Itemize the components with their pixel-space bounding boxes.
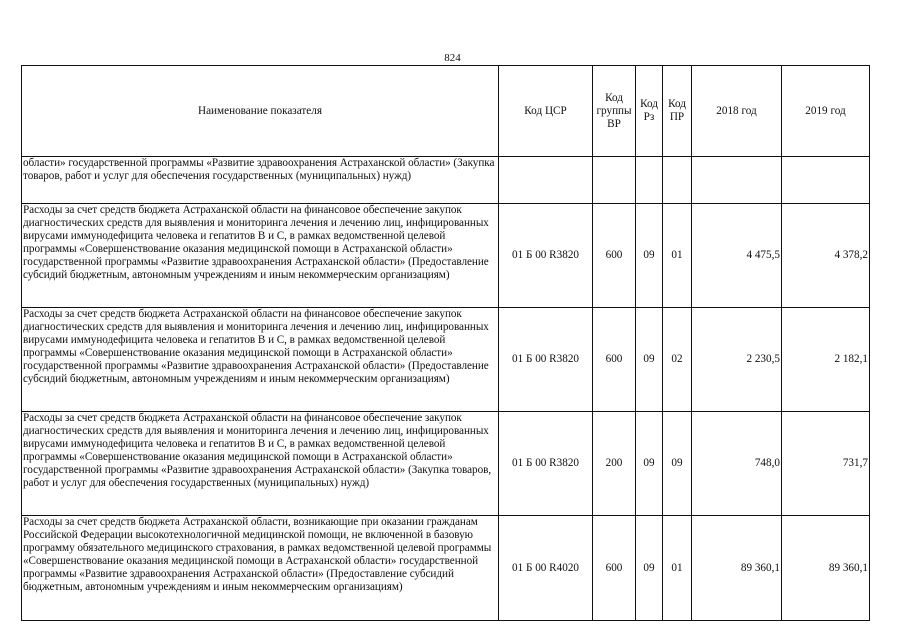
row-2019 [782,157,870,204]
row-rz: 09 [636,516,663,621]
row-name: Расходы за счет средств бюджета Астраханской области на финансовое обеспечение закупок диагностических средств для выявления и мониторинга лечения и лечению лиц, инфицированных вирусами иммунодефицита человека и гепатитов B и C, в рамках ведомственной целевой программы «Совершенствование оказания медицинской помощи в Астраханской области» государственной программы «Развитие здравоохранения Астраханской области» (Предоставление субсидий бюджетным, автономным учреждениям и иным некоммерческим организациям) [22,308,499,412]
header-rz: Код Рз [636,66,663,157]
row-vr: 600 [593,204,636,308]
row-name: области» государственной программы «Развитие здравоохранения Астраханской области» (Закупка товаров, работ и услуг для обеспечения государственных (муниципальных) нужд) [22,157,499,204]
header-name: Наименование показателя [22,66,499,157]
row-pr: 09 [663,412,692,516]
row-name: Расходы за счет средств бюджета Астраханской области, возникающие при оказании гражданам Российской Федерации высокотехнологичной медицинской помощи, не включенной в базовую программу обязательного медицинского страхования, в рамках ведомственной целевой программы «Совершенствование оказания медицинской помощи в Астраханской области» государственной программы «Развитие здравоохранения Астраханской области» (Предоставление субсидий бюджетным, автономным учреждениям и иным некоммерческим организациям) [22,516,499,621]
row-2018: 748,0 [692,412,782,516]
row-vr [593,157,636,204]
header-vr: Код группы ВР [593,66,636,157]
row-2018: 2 230,5 [692,308,782,412]
row-name: Расходы за счет средств бюджета Астраханской области на финансовое обеспечение закупок диагностических средств для выявления и мониторинга лечения и лечению лиц, инфицированных вирусами иммунодефицита человека и гепатитов B и C, в рамках ведомственной целевой программы «Совершенствование оказания медицинской помощи в Астраханской области» государственной программы «Развитие здравоохранения Астраханской области» (Предоставление субсидий бюджетным, автономным учреждениям и иным некоммерческим организациям) [22,204,499,308]
row-vr: 600 [593,516,636,621]
row-2018: 4 475,5 [692,204,782,308]
row-2019: 89 360,1 [782,516,870,621]
table-row [22,412,870,516]
header-pr: Код ПР [663,66,692,157]
table-row [22,157,870,204]
row-csr: 01 Б 00 R3820 [499,204,593,308]
row-vr: 600 [593,308,636,412]
row-csr: 01 Б 00 R4020 [499,516,593,621]
budget-table [21,65,870,621]
row-2019: 2 182,1 [782,308,870,412]
header-csr: Код ЦСР [499,66,593,157]
row-rz [636,157,663,204]
row-pr: 02 [663,308,692,412]
row-2018 [692,157,782,204]
row-rz: 09 [636,204,663,308]
row-csr: 01 Б 00 R3820 [499,412,593,516]
row-vr: 200 [593,412,636,516]
table-header-row [22,66,870,157]
table-row [22,516,870,621]
row-csr [499,157,593,204]
row-rz: 09 [636,412,663,516]
table-row [22,308,870,412]
row-pr: 01 [663,516,692,621]
header-2019: 2019 год [782,66,870,157]
row-name: Расходы за счет средств бюджета Астраханской области на финансовое обеспечение закупок диагностических средств для выявления и мониторинга лечения и лечению лиц, инфицированных вирусами иммунодефицита человека и гепатитов B и C, в рамках ведомственной целевой программы «Совершенствование оказания медицинской помощи в Астраханской области» государственной программы «Развитие здравоохранения Астраханской области» (Закупка товаров, работ и услуг для обеспечения государственных (муниципальных) нужд) [22,412,499,516]
page-number: 824 [444,52,461,64]
row-rz: 09 [636,308,663,412]
row-2018: 89 360,1 [692,516,782,621]
row-csr: 01 Б 00 R3820 [499,308,593,412]
row-2019: 731,7 [782,412,870,516]
header-2018: 2018 год [692,66,782,157]
row-2019: 4 378,2 [782,204,870,308]
row-pr [663,157,692,204]
table-row [22,204,870,308]
row-pr: 01 [663,204,692,308]
